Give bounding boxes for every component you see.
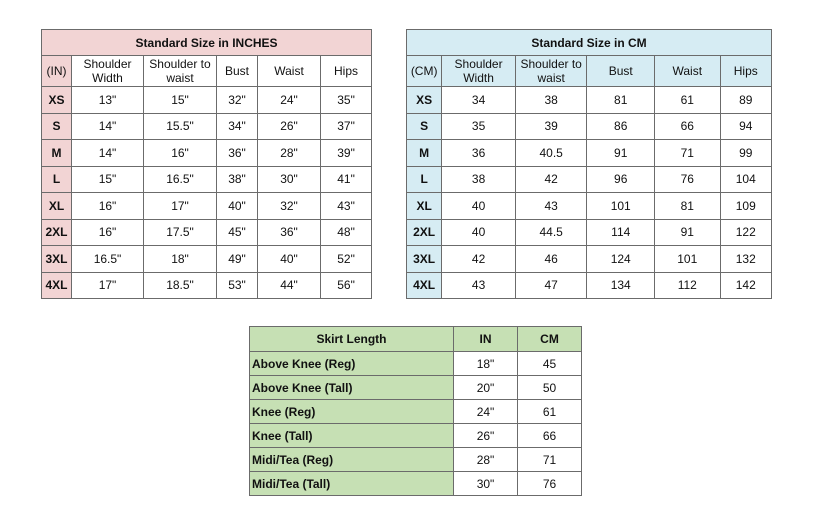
table-cell: 39" (321, 140, 372, 167)
table-row (407, 219, 772, 246)
table-cell: 40 (442, 219, 516, 246)
table-cell: 24" (258, 87, 321, 114)
table-cell: 76 (655, 166, 721, 193)
skirt-length-label: Knee (Tall) (250, 424, 454, 448)
table-cell: 15.5" (144, 113, 217, 140)
table-cell: 14" (72, 140, 144, 167)
inches-table-title: Standard Size in INCHES (42, 30, 372, 56)
cm-header-row (407, 56, 772, 87)
cm-header-shoulder-to-waist: Shoulder to waist (515, 56, 587, 87)
skirt-length-label: Midi/Tea (Reg) (250, 448, 454, 472)
table-cell: 91 (655, 219, 721, 246)
table-cell: 99 (720, 140, 771, 167)
table-cell: 35 (442, 113, 516, 140)
size-table-cm (406, 29, 772, 299)
table-cell: 104 (720, 166, 771, 193)
table-cell: 43 (442, 272, 516, 299)
table-cell: 61 (655, 87, 721, 114)
skirt-length-table (249, 326, 582, 496)
table-cell: 38" (217, 166, 258, 193)
table-cell: 42 (442, 246, 516, 273)
size-label: M (407, 140, 442, 167)
cm-header-bust: Bust (587, 56, 655, 87)
skirt-header-cm: CM (518, 327, 582, 352)
table-cell: 71 (518, 448, 582, 472)
cm-table-title: Standard Size in CM (407, 30, 772, 56)
table-cell: 114 (587, 219, 655, 246)
table-cell: 61 (518, 400, 582, 424)
table-cell: 46 (515, 246, 587, 273)
table-cell: 17.5" (144, 219, 217, 246)
table-row (42, 113, 372, 140)
table-cell: 45 (518, 352, 582, 376)
table-cell: 15" (144, 87, 217, 114)
table-row (250, 424, 582, 448)
size-label: 2XL (407, 219, 442, 246)
table-cell: 96 (587, 166, 655, 193)
cm-header-hips: Hips (720, 56, 771, 87)
inches-header-waist: Waist (258, 56, 321, 87)
table-cell: 16.5" (72, 246, 144, 273)
table-cell: 24" (454, 400, 518, 424)
table-cell: 36" (258, 219, 321, 246)
inches-header-hips: Hips (321, 56, 372, 87)
table-row (42, 193, 372, 220)
table-cell: 41" (321, 166, 372, 193)
table-row (407, 140, 772, 167)
table-row (250, 448, 582, 472)
inches-header-bust: Bust (217, 56, 258, 87)
table-cell: 44.5 (515, 219, 587, 246)
table-cell: 45" (217, 219, 258, 246)
size-table-inches (41, 29, 372, 299)
table-cell: 49" (217, 246, 258, 273)
table-cell: 36 (442, 140, 516, 167)
size-label: L (407, 166, 442, 193)
table-cell: 39 (515, 113, 587, 140)
table-cell: 16.5" (144, 166, 217, 193)
skirt-header-length: Skirt Length (250, 327, 454, 352)
table-cell: 34" (217, 113, 258, 140)
table-cell: 32" (258, 193, 321, 220)
table-cell: 81 (587, 87, 655, 114)
table-cell: 124 (587, 246, 655, 273)
table-row (407, 113, 772, 140)
size-label: S (407, 113, 442, 140)
table-cell: 43 (515, 193, 587, 220)
table-cell: 37" (321, 113, 372, 140)
table-cell: 81 (655, 193, 721, 220)
table-cell: 18" (454, 352, 518, 376)
table-cell: 91 (587, 140, 655, 167)
table-cell: 101 (587, 193, 655, 220)
table-cell: 47 (515, 272, 587, 299)
table-cell: 32" (217, 87, 258, 114)
table-cell: 36" (217, 140, 258, 167)
table-row (407, 166, 772, 193)
size-label: M (42, 140, 72, 167)
table-cell: 34 (442, 87, 516, 114)
table-cell: 94 (720, 113, 771, 140)
table-cell: 56" (321, 272, 372, 299)
inches-header-unit: (IN) (42, 56, 72, 87)
table-cell: 16" (72, 219, 144, 246)
table-cell: 53" (217, 272, 258, 299)
skirt-length-label: Knee (Reg) (250, 400, 454, 424)
table-cell: 132 (720, 246, 771, 273)
table-cell: 40.5 (515, 140, 587, 167)
table-row (42, 246, 372, 273)
table-cell: 16" (144, 140, 217, 167)
size-label: XL (407, 193, 442, 220)
skirt-length-label: Above Knee (Reg) (250, 352, 454, 376)
table-cell: 52" (321, 246, 372, 273)
table-cell: 109 (720, 193, 771, 220)
table-row (42, 272, 372, 299)
table-cell: 28" (258, 140, 321, 167)
size-label: XL (42, 193, 72, 220)
table-cell: 26" (258, 113, 321, 140)
table-cell: 66 (655, 113, 721, 140)
table-cell: 89 (720, 87, 771, 114)
table-cell: 18.5" (144, 272, 217, 299)
skirt-length-label: Midi/Tea (Tall) (250, 472, 454, 496)
size-label: L (42, 166, 72, 193)
table-row (250, 376, 582, 400)
table-cell: 134 (587, 272, 655, 299)
table-cell: 76 (518, 472, 582, 496)
inches-header-shoulder-to-waist: Shoulder to waist (144, 56, 217, 87)
table-cell: 28" (454, 448, 518, 472)
table-cell: 122 (720, 219, 771, 246)
table-row (407, 87, 772, 114)
table-cell: 42 (515, 166, 587, 193)
table-cell: 13" (72, 87, 144, 114)
table-cell: 71 (655, 140, 721, 167)
table-cell: 142 (720, 272, 771, 299)
table-cell: 17" (144, 193, 217, 220)
table-cell: 86 (587, 113, 655, 140)
skirt-length-label: Above Knee (Tall) (250, 376, 454, 400)
size-label: 2XL (42, 219, 72, 246)
table-cell: 40 (442, 193, 516, 220)
table-cell: 30" (454, 472, 518, 496)
table-cell: 26" (454, 424, 518, 448)
size-label: 3XL (42, 246, 72, 273)
table-row (407, 246, 772, 273)
table-cell: 18" (144, 246, 217, 273)
table-cell: 38 (442, 166, 516, 193)
size-label: XS (407, 87, 442, 114)
table-row (42, 140, 372, 167)
size-label: 4XL (42, 272, 72, 299)
table-cell: 14" (72, 113, 144, 140)
table-row (250, 472, 582, 496)
table-cell: 30" (258, 166, 321, 193)
table-cell: 20" (454, 376, 518, 400)
cm-header-waist: Waist (655, 56, 721, 87)
table-cell: 50 (518, 376, 582, 400)
table-cell: 40" (217, 193, 258, 220)
inches-header-row (42, 56, 372, 87)
size-label: 3XL (407, 246, 442, 273)
size-label: 4XL (407, 272, 442, 299)
table-row (250, 400, 582, 424)
table-cell: 44" (258, 272, 321, 299)
table-row (407, 272, 772, 299)
size-label: S (42, 113, 72, 140)
table-cell: 112 (655, 272, 721, 299)
cm-header-unit: (CM) (407, 56, 442, 87)
table-cell: 66 (518, 424, 582, 448)
table-row (407, 193, 772, 220)
table-cell: 40" (258, 246, 321, 273)
inches-header-shoulder-width: Shoulder Width (72, 56, 144, 87)
table-cell: 17" (72, 272, 144, 299)
table-cell: 48" (321, 219, 372, 246)
table-row (250, 352, 582, 376)
skirt-header-row (250, 327, 582, 352)
table-cell: 15" (72, 166, 144, 193)
table-cell: 16" (72, 193, 144, 220)
table-row (42, 219, 372, 246)
table-cell: 43" (321, 193, 372, 220)
cm-header-shoulder-width: Shoulder Width (442, 56, 516, 87)
size-label: XS (42, 87, 72, 114)
table-cell: 101 (655, 246, 721, 273)
skirt-header-in: IN (454, 327, 518, 352)
table-row (42, 166, 372, 193)
table-row (42, 87, 372, 114)
table-cell: 38 (515, 87, 587, 114)
table-cell: 35" (321, 87, 372, 114)
